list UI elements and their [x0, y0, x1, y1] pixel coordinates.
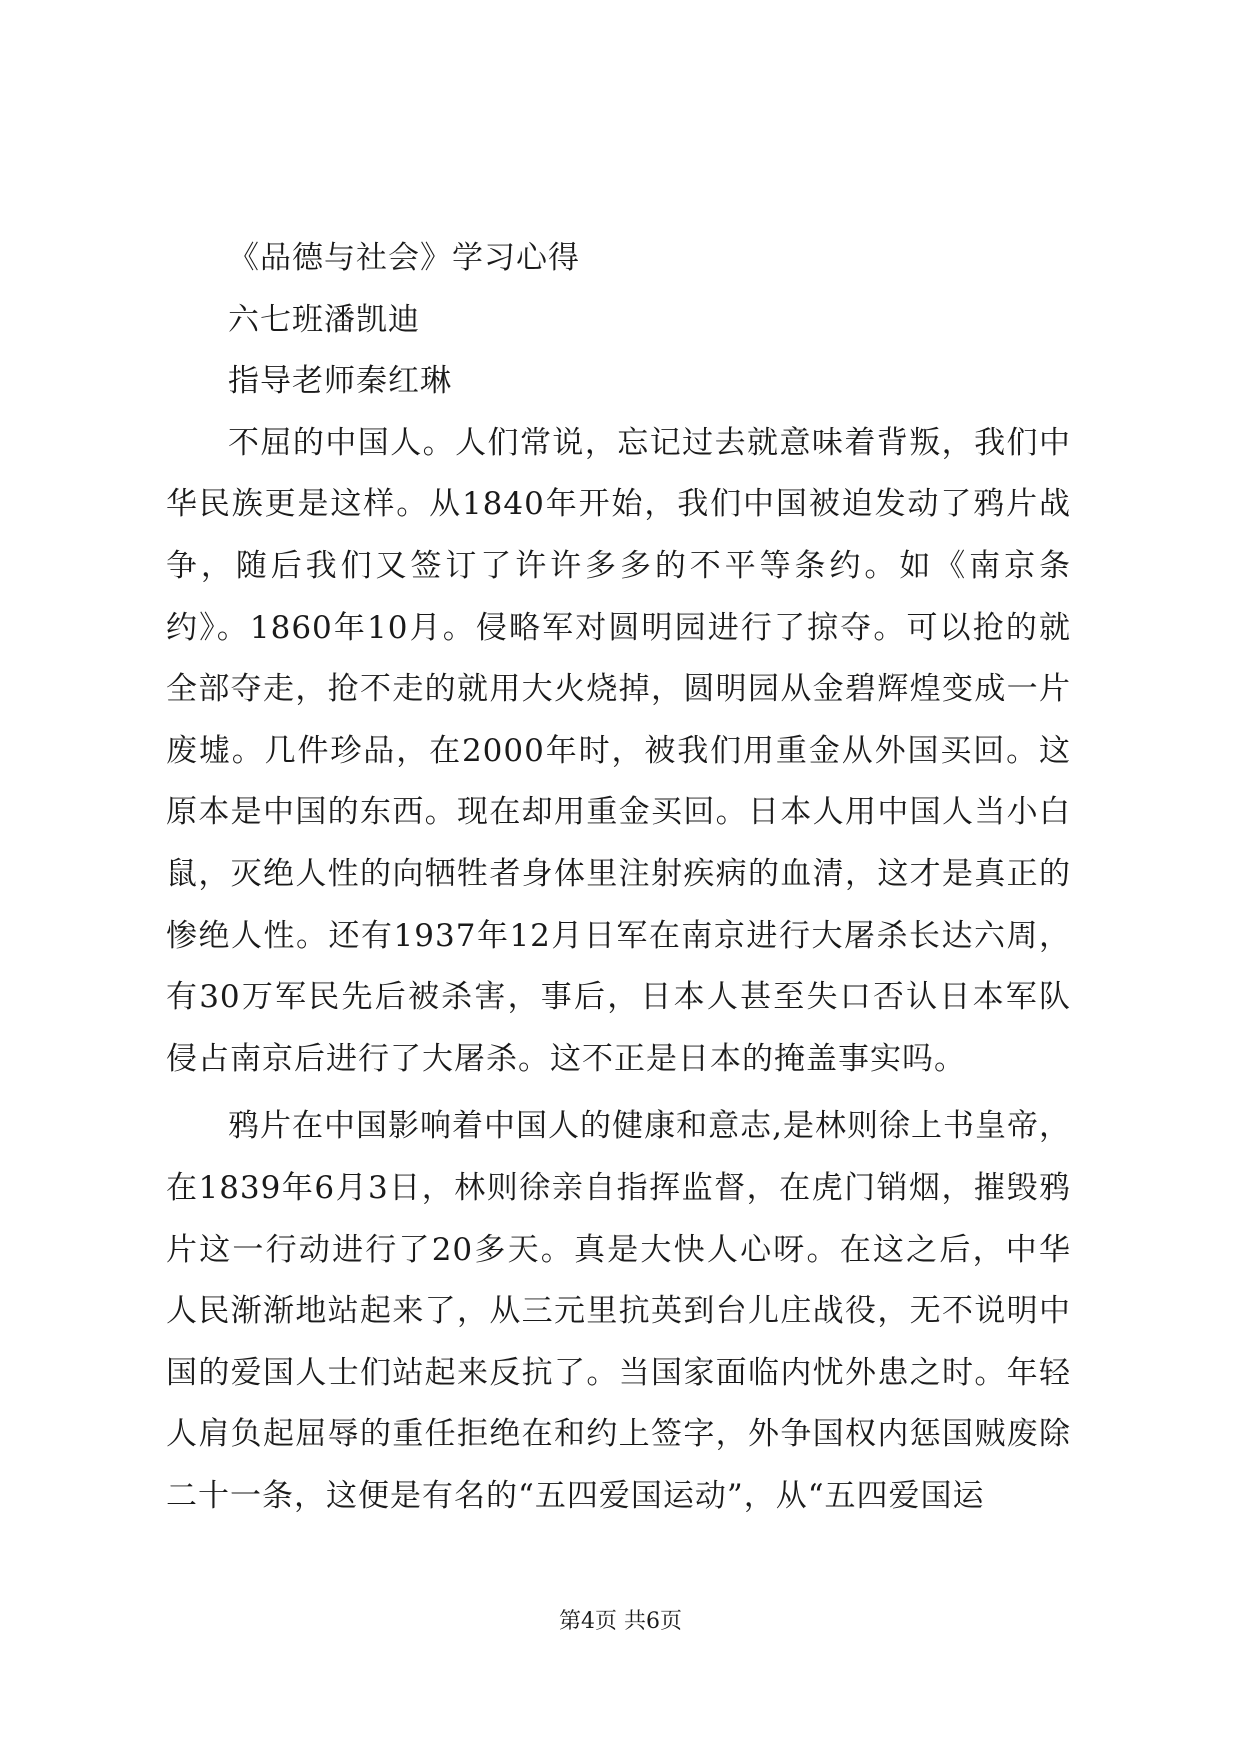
paragraph-1: 不屈的中国人。人们常说，忘记过去就意味着背叛，我们中华民族更是这样。从1840年开始，我们中国被迫发动了鸦片战争，随后我们又签订了许许多多的不平等条约。如《南京条约》。1860年10月。侵略军对圆明园进行了掠夺。可以抢的就全部夺走，抢不走的就用大火烧掉，圆明园从金碧辉煌变成一片废墟。几件珍品，在2000年时，被我们用重金从外国买回。这原本是中国的东西。现在却用重金买回。日本人用中国人当小白鼠，灭绝人性的向牺牲者身体里注射疾病的血清，这才是真正的惨绝人性。还有1937年12月日军在南京进行大屠杀长达六周，有30万军民先后被杀害，事后，日本人甚至失口否认日本军队侵占南京后进行了大屠杀。这不正是日本的掩盖事实吗。: [166, 424, 1071, 1077]
page-footer: 第4页 共6页: [559, 1609, 682, 1634]
document-body: [166, 228, 1071, 1527]
paragraph-2: 鸦片在中国影响着中国人的健康和意志,是林则徐上书皇帝，在1839年6月3日，林则徐亲自指挥监督，在虎门销烟，摧毁鸦片这一行动进行了20多天。真是大快人心呀。在这之后，中华人民渐渐地站起来了，从三元里抗英到台儿庄战役，无不说明中国的爱国人士们站起来反抗了。当国家面临内忧外患之时。年轻人肩负起屈辱的重任拒绝在和约上签字，外争国权内惩国贼废除二十一条，这便是有名的“五四爱国运动”，从“五四爱国运: [166, 1108, 1071, 1514]
teacher-line: 指导老师秦红琳: [228, 363, 452, 400]
document-title: 《品德与社会》学习心得: [228, 240, 580, 276]
author-line: 六七班潘凯迪: [228, 301, 420, 338]
